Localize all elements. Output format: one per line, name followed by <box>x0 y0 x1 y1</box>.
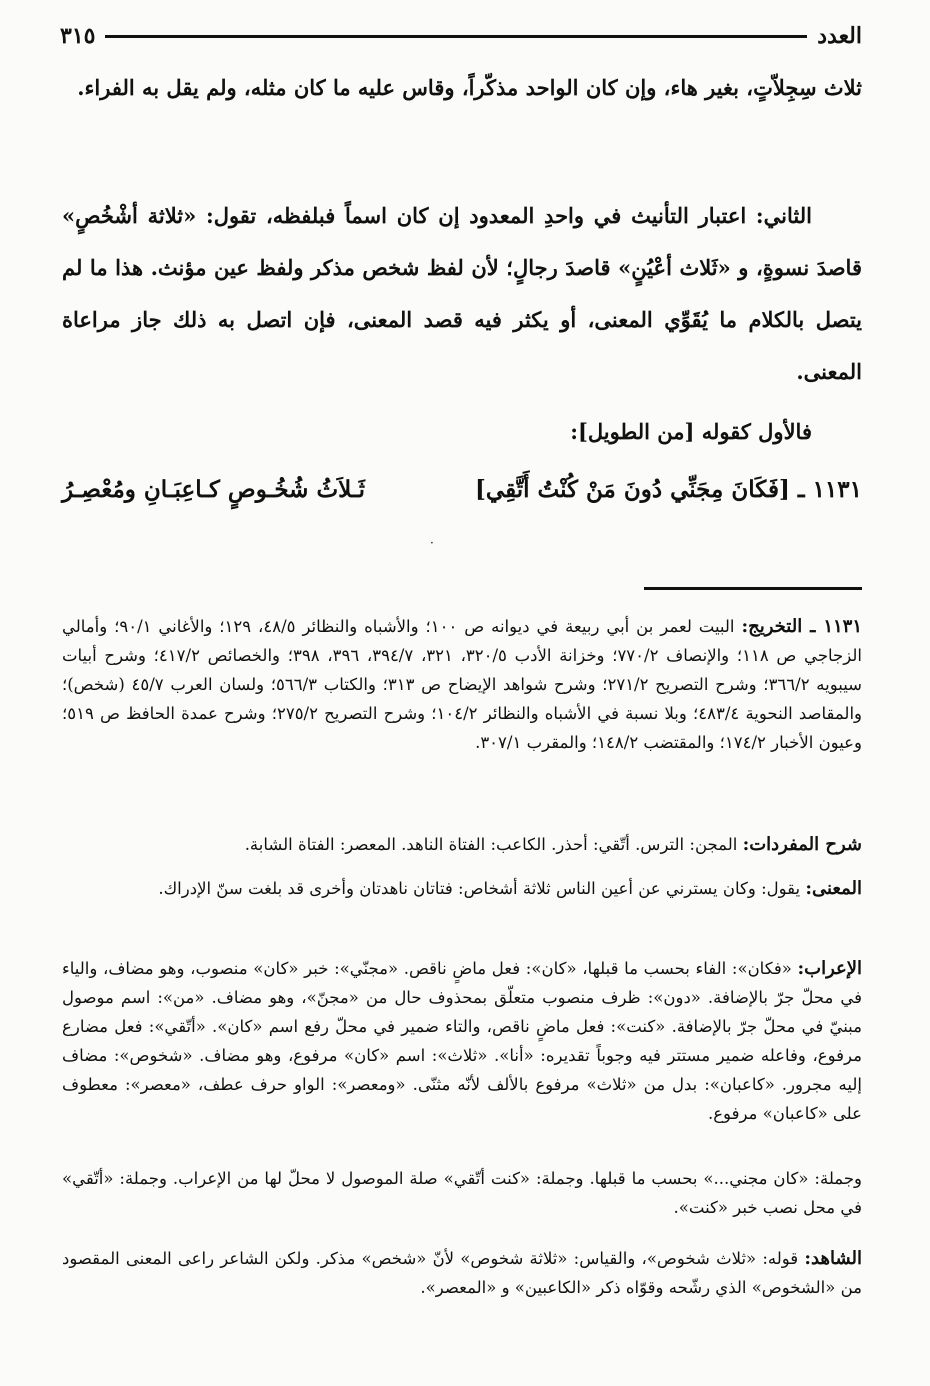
footnote-parsing <box>62 954 862 1128</box>
footnote-text: يقول: وكان يسترني عن أعين الناس ثلاثة أشخاص: فتاتان ناهدتان وأخرى قد بلغت سنّ الإدراك. <box>158 879 801 898</box>
header-rule <box>105 35 807 38</box>
footnote-label: الإعراب: <box>797 958 863 979</box>
footnote-label: ١١٣١ ـ التخريج: <box>741 616 862 637</box>
page-header <box>60 16 862 56</box>
footnote-takhrij <box>62 612 862 757</box>
paragraph-example-intro: فالأول كقوله [من الطويل]: <box>570 419 812 444</box>
footnote-text: المجن: الترس. أتّقي: أحذر. الكاعب: الفتاة الناهد. المعصر: الفتاة الشابة. <box>244 835 738 854</box>
footnote-vocabulary <box>62 830 862 859</box>
stray-mark: · <box>430 536 434 550</box>
verse-number: ١١٣١ ـ <box>797 475 862 503</box>
footnote-text: قوله: «ثلاث شخوص»، والقياس: «ثلاثة شخوص» لأنّ «شخص» مذكر. ولكن الشاعر راعى المعنى المقصود من «الشخوص» الذي رشّحه وقوّاه ذكر «الكاعبين» و «المعصر». <box>62 1249 862 1297</box>
footnote-evidence <box>62 1244 862 1302</box>
footnote-label: المعنى: <box>805 878 862 899</box>
footnote-text: «فكان»: الفاء بحسب ما قبلها، «كان»: فعل ماضٍ ناقص. «مجنّي»: خبر «كان» منصوب، وهو مضاف، والياء في محلّ جرّ بالإضافة. «دون»: ظرف منصوب متعلّق بمحذوف حال من «مجنّ»، وهو مضاف. «من»: اسم موصول مبنيّ في محلّ جرّ بالإضافة. «كنت»: فعل ماضٍ ناقص، والتاء ضمير في محلّ رفع اسم «كان». «أتّقي»: فعل مضارع مرفوع، وفاعله ضمير مستتر فيه وجوباً تقديره: «أنا». «ثلاث»: اسم «كان» مرفوع، وهو مضاف. «شخوص»: مضاف إليه مجرور. «كاعبان»: بدل من «ثلاث» مرفوع بالألف لأنّه مثنّى. «ومعصر»: الواو حرف عطف، «معصر»: معطوف على «كاعبان» مرفوع. <box>62 959 862 1123</box>
footnote-text: وجملة: «كان مجني...» بحسب ما قبلها. وجملة: «كنت أتّقي» صلة الموصول لا محلّ لها من الإعراب. وجملة: «أتّقي» في محل نصب خبر «كنت». <box>62 1169 862 1217</box>
verse-second-hemistich: ثَـلاَثُ شُخُـوصٍ كـاعِبَـانِ ومُعْصِـرُ <box>62 475 365 503</box>
footnote-sentences <box>62 1164 862 1222</box>
poem-verse <box>62 462 862 516</box>
footnote-label: الشاهد: <box>804 1248 862 1269</box>
footnote-text: البيت لعمر بن أبي ربيعة في ديوانه ص ١٠٠؛ والأشباه والنظائر ٤٨/٥، ١٢٩؛ والأغاني ٩٠/١؛ وأمالي الزجاجي ص ١١٨؛ والإنصاف ٧٧٠/٢؛ وخزانة الأدب ٣٢٠/٥، ٣٢١، ٣٩٤/٧، ٣٩٦، ٣٩٨؛ والخصائص ٤١٧/٢؛ وشرح أبيات سيبويه ٣٦٦/٢؛ وشرح التصريح ٢٧١/٢؛ وشرح شواهد الإيضاح ص ٣١٣؛ والكتاب ٥٦٦/٣؛ ولسان العرب ٤٥/٧ (شخص)؛ والمقاصد النحوية ٤٨٣/٤؛ وبلا نسبة في الأشباه والنظائر ١٠٤/٢؛ وشرح التصريح ٢٧٥/٢؛ وشرح عمدة الحافظ ص ٥١٩؛ وعيون الأخبار ١٧٤/٢؛ والمقتضب ١٤٨/٢؛ والمقرب ٣٠٧/١. <box>62 617 863 752</box>
footnote-label: شرح المفردات: <box>742 834 862 855</box>
page-number: ٣١٥ <box>60 23 96 49</box>
paragraph-continuation: ثلاث سِجِلاّتٍ، بغير هاء، وإن كان الواحد مذكّراً، وقاس عليه ما كان مثله، ولم يقل به الفراء. <box>77 75 862 100</box>
footnote-separator <box>644 587 862 590</box>
verse-first-hemistich: [فَكَانَ مِجَنِّي دُونَ مَنْ كُنْتُ أَتَّقِي] <box>475 475 790 503</box>
section-title: العدد <box>817 23 862 49</box>
paragraph-second-rule: الثاني: اعتبار التأنيث في واحدِ المعدود إن كان اسماً فبلفظه، تقول: «ثلاثة أشْخُصٍ» قاصدَ نسوةٍ، و «ثَلاث أعْيُنٍ» قاصدَ رجالٍ؛ لأن لفظ شخص مذكر ولفظ عين مؤنث. هذا ما لم يتصل بالكلام ما يُقَوِّي المعنى، أو يكثر فيه قصد المعنى، فإن اتصل به ذلك جاز مراعاة المعنى. <box>62 203 863 384</box>
footnote-meaning <box>62 874 862 903</box>
